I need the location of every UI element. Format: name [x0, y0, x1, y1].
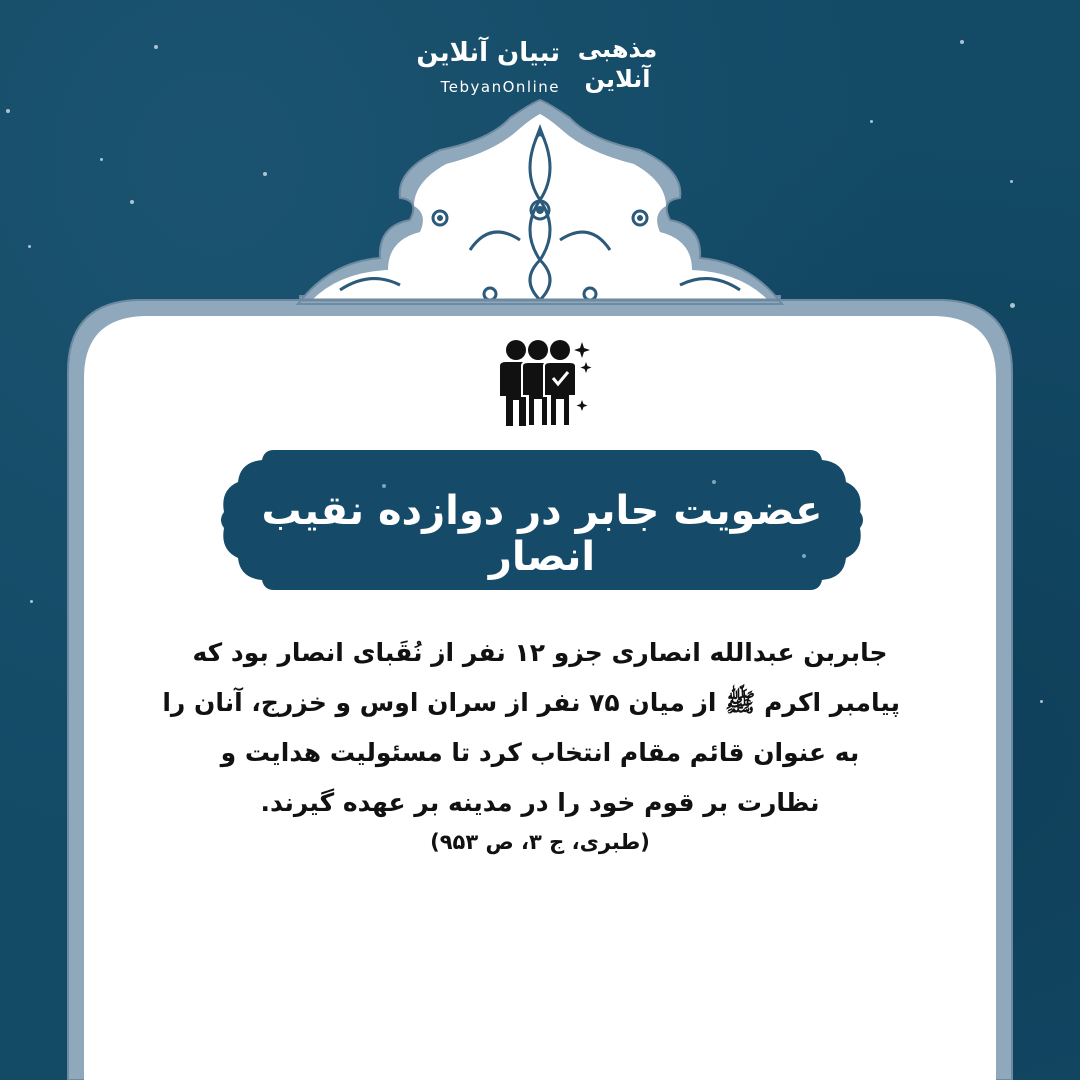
logo-brand-latin: TebyanOnline — [440, 78, 560, 96]
body-line: به عنوان قائم مقام انتخاب کرد تا مسئولیت هدایت و — [220, 738, 860, 767]
citation: (طبری، ج ۳، ص ۹۵۳) — [430, 830, 650, 854]
title-banner — [214, 446, 870, 594]
people-group-check-icon — [494, 338, 594, 428]
logo-section-line1: مذهبی — [577, 35, 658, 63]
body-paragraph — [162, 628, 900, 828]
body-line: نظارت بر قوم خود را در مدینه بر عهده گیرند. — [260, 788, 820, 817]
body-line: پیامبر اکرم ﷺ از میان ۷۵ نفر از سران اوس و خزرج، آنان را — [162, 688, 900, 717]
logo-brand-persian: تبیان آنلاین — [416, 38, 560, 68]
page-title: عضویت جابر در دوازده نقیب انصار — [261, 488, 823, 580]
body-line: جابربن عبدالله انصاری جزو ۱۲ نفر از نُقَبای انصار بود که — [192, 638, 888, 667]
logo-section-line2: آنلاین — [584, 65, 651, 93]
